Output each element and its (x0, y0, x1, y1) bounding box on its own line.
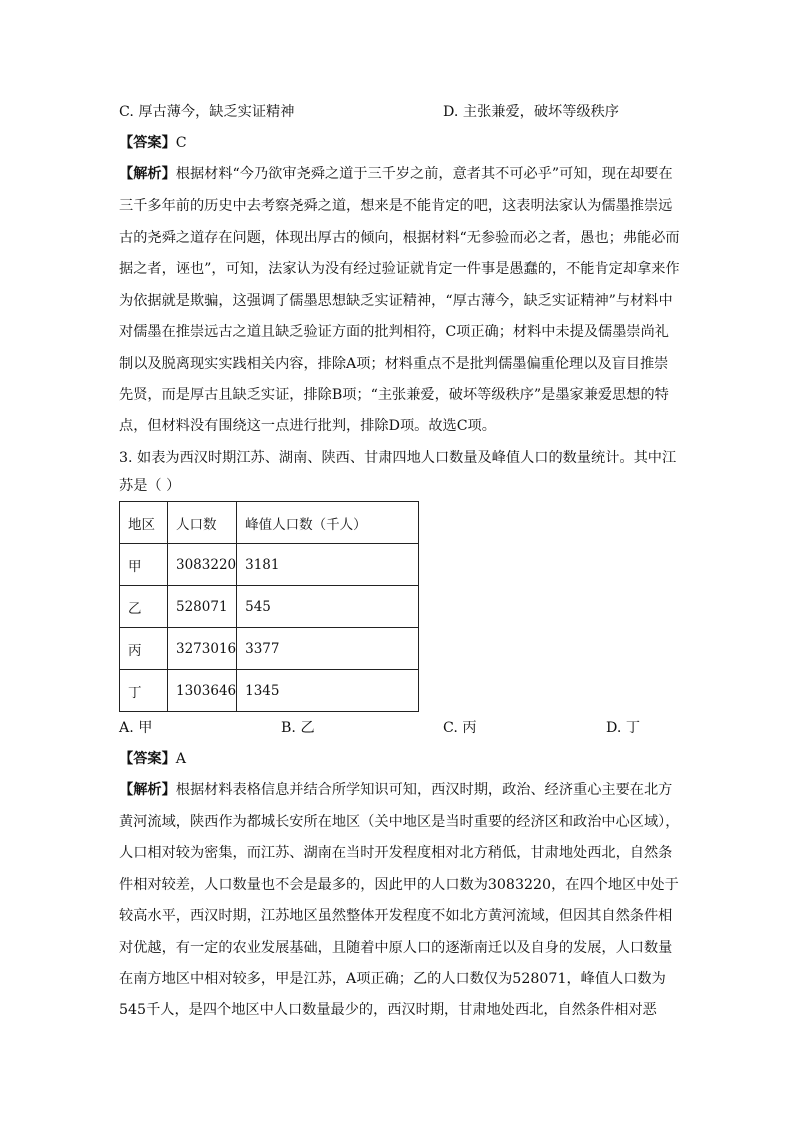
table-cell: 3273016 (168, 628, 237, 670)
q2-analysis-line: 制以及脱离现实实践相关内容，排除A项；材料重点不是批判儒墨偏重伦理以及盲目推崇 (119, 356, 669, 372)
q2-analysis-line: 点，但材料没有围绕这一点进行批判，排除D项。故选C项。 (119, 418, 496, 434)
q3-analysis-line (119, 780, 672, 800)
q2-analysis-line: 对儒墨在推崇远古之道且缺乏验证方面的批判相符，C项正确；材料中未提及儒墨崇尚礼 (119, 324, 669, 340)
q3-option-a: A. 甲 (119, 720, 153, 736)
population-table (119, 501, 419, 712)
q3-answer-value: A (175, 751, 187, 767)
q3-stem-line: 3. 如表为西汉时期江苏、湖南、陕西、甘肃四地人口数量及峰值人口的数量统计。其中江 (119, 450, 677, 466)
table-cell: 3181 (237, 544, 419, 586)
table-cell: 乙 (120, 586, 168, 628)
q2-analysis-line (119, 164, 673, 184)
q2-option-c: C. 厚古薄今，缺乏实证精神 (119, 104, 295, 120)
table-cell: 3083220 (168, 544, 237, 586)
table-row (120, 586, 419, 628)
table-header-row (120, 502, 419, 544)
table-cell: 1345 (237, 670, 419, 712)
q3-analysis-line: 545千人，是四个地区中人口数量最少的，西汉时期，甘肃地处西北，自然条件相对恶 (119, 1002, 657, 1018)
q2-analysis-line: 据之者，诬也”，可知，法家认为没有经过验证就肯定一件事是愚蠢的，不能肯定却拿来作 (119, 261, 680, 277)
table-row (120, 544, 419, 586)
q2-analysis-line: 古的尧舜之道存在问题，体现出厚古的倾向，根据材料“无参验而必之者，愚也；弗能必而 (119, 230, 680, 246)
answer-tag: 【答案】 (119, 135, 176, 151)
q3-option-b: B. 乙 (281, 720, 315, 736)
table-cell: 545 (237, 586, 419, 628)
q3-analysis-line: 件相对较差，人口数量也不会是最多的，因此甲的人口数为3083220，在四个地区中处于 (119, 877, 679, 893)
q3-analysis-line: 黄河流域，陕西作为都城长安所在地区（关中地区是当时重要的经济区和政治中心区域）， (119, 814, 680, 830)
q3-analysis-line: 在南方地区中相对较多，甲是江苏，A项正确；乙的人口数仅为528071，峰值人口数为 (119, 971, 666, 987)
table-row (120, 628, 419, 670)
table-cell: 丁 (120, 670, 168, 712)
q3-analysis-line: 较高水平，西汉时期，江苏地区虽然整体开发程度不如北方黄河流域，但因其自然条件相 (119, 908, 673, 924)
table-cell: 丙 (120, 628, 168, 670)
q2-analysis-line: 先贤，而是厚古且缺乏实证，排除B项；“主张兼爱，破坏等级秩序”是墨家兼爱思想的特 (119, 387, 669, 403)
q3-answer-line (119, 749, 186, 769)
q3-option-d: D. 丁 (606, 720, 641, 736)
q2-answer-line (119, 133, 187, 153)
q2-analysis-line: 为依据就是欺骗，这强调了儒墨思想缺乏实证精神，“厚古薄今，缺乏实证精神”与材料中 (119, 293, 673, 309)
q2-option-d: D. 主张兼爱，破坏等级秩序 (443, 104, 619, 120)
table-header-cell: 峰值人口数（千人） (237, 502, 419, 544)
table-cell: 1303646 (168, 670, 237, 712)
q3-analysis-text: 根据材料表格信息并结合所学知识可知，西汉时期，政治、经济重心主要在北方 (175, 782, 673, 798)
q2-answer-value: C (175, 135, 187, 151)
q2-analysis-line: 三千多年前的历史中去考察尧舜之道，想来是不能肯定的吧，这表明法家认为儒墨推崇远 (119, 198, 673, 214)
table-cell: 528071 (168, 586, 237, 628)
table-cell: 甲 (120, 544, 168, 586)
table-header-cell: 人口数 (168, 502, 237, 544)
q3-stem-line: 苏是（ ） (119, 478, 181, 494)
answer-tag: 【答案】 (119, 751, 176, 767)
q3-analysis-line: 人口相对较为密集，而江苏、湖南在当时开发程度相对北方稍低，甘肃地处西北，自然条 (119, 845, 673, 861)
table-row (120, 670, 419, 712)
table-cell: 3377 (237, 628, 419, 670)
analysis-tag: 【解析】 (119, 782, 176, 798)
q3-option-c: C. 丙 (443, 720, 477, 736)
q3-analysis-line: 对优越，有一定的农业发展基础，且随着中原人口的逐渐南迁以及自身的发展，人口数量 (119, 940, 673, 956)
table-header-cell: 地区 (120, 502, 168, 544)
q2-analysis-text: 根据材料“今乃欲审尧舜之道于三千岁之前，意者其不可必乎”可知，现在却要在 (175, 166, 673, 182)
analysis-tag: 【解析】 (119, 166, 176, 182)
